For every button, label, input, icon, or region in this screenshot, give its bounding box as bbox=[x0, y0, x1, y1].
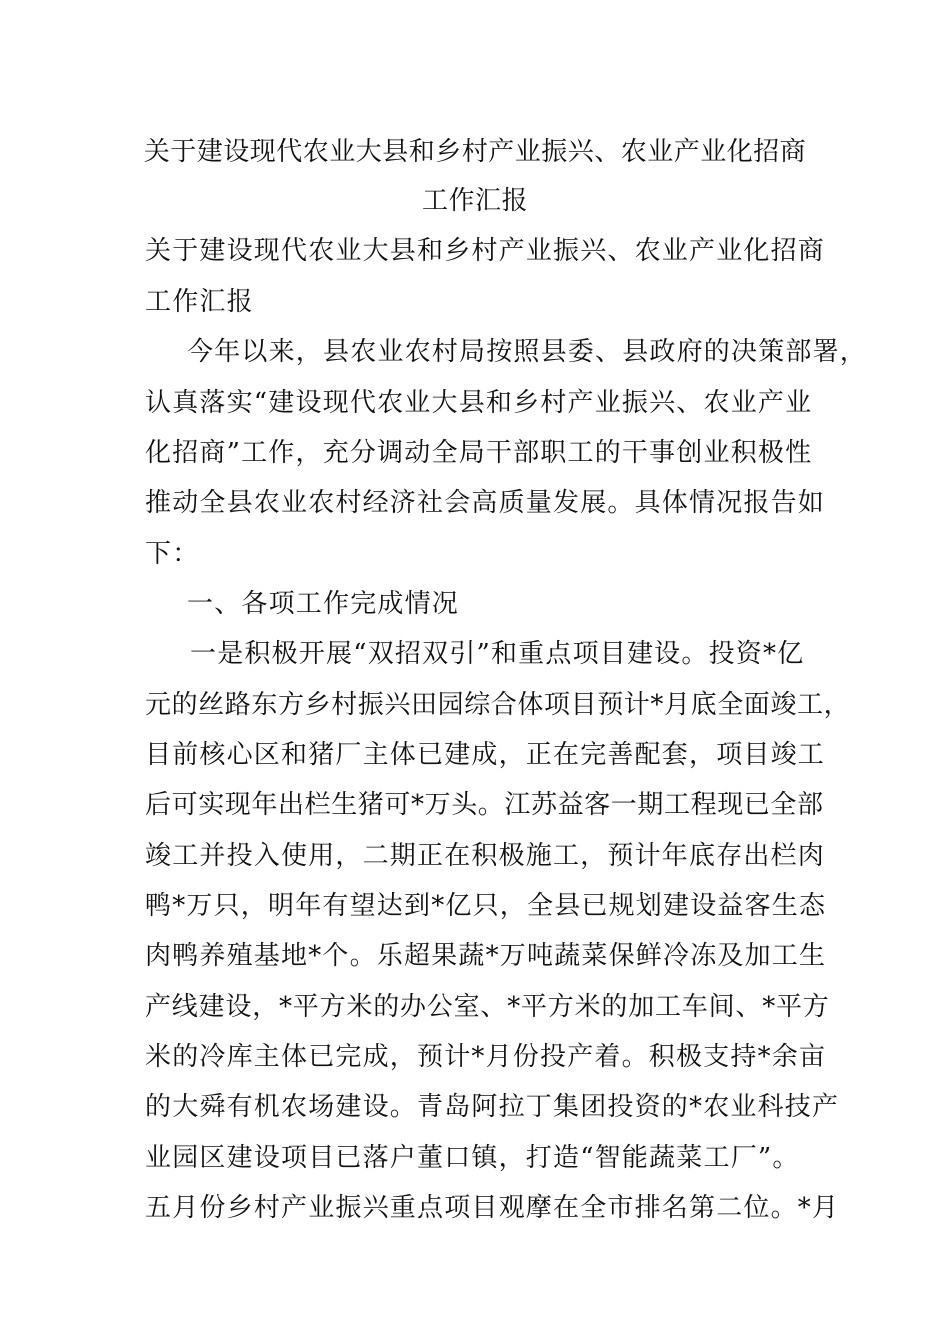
body-line: 产线建设，*平方米的办公室、*平方米的加工车间、*平方 bbox=[145, 992, 830, 1022]
section-heading: 一、各项工作完成情况 bbox=[187, 589, 460, 619]
body-line: 关于建设现代农业大县和乡村产业振兴、农业产业化招商 bbox=[145, 236, 826, 266]
body-line: 下： bbox=[145, 539, 200, 569]
body-line: 五月份乡村产业振兴重点项目观摩在全市排名第二位。*月 bbox=[145, 1193, 840, 1223]
body-line: 认真落实“建设现代农业大县和乡村产业振兴、农业产业 bbox=[145, 388, 813, 418]
body-line: 目前核心区和猪厂主体已建成，正在完善配套，项目竣工 bbox=[145, 740, 826, 770]
body-line: 后可实现年出栏生猪可*万头。江苏益客一期工程现已全部 bbox=[145, 790, 824, 820]
body-line: 竣工并投入使用，二期正在积极施工，预计年底存出栏肉 bbox=[145, 841, 826, 871]
body-line: 米的冷库主体已完成，预计*月份投产着。积极支持*余亩 bbox=[145, 1042, 827, 1072]
body-line: 工作汇报 bbox=[145, 287, 254, 317]
body-line: 业园区建设项目已落户董口镇，打造“智能蔬菜工厂”。 bbox=[145, 1143, 800, 1173]
body-line: 的大舜有机农场建设。青岛阿拉丁集团投资的*农业科技产 bbox=[145, 1092, 840, 1122]
document-title-line-1: 关于建设现代农业大县和乡村产业振兴、农业产业化招商 bbox=[143, 137, 807, 167]
body-line: 鸭*万只，明年有望达到*亿只，全县已规划建设益客生态 bbox=[145, 891, 827, 921]
body-line: 化招商”工作，充分调动全局干部职工的干事创业积极性 bbox=[145, 438, 813, 468]
body-line: 元的丝路东方乡村振兴田园综合体项目预计*月底全面竣工， bbox=[145, 690, 851, 720]
document-title-line-2: 工作汇报 bbox=[421, 186, 528, 216]
body-line: 今年以来，县农业农村局按照县委、县政府的决策部署， bbox=[187, 337, 868, 367]
body-line: 肉鸭养殖基地*个。乐超果蔬*万吨蔬菜保鲜冷冻及加工生 bbox=[145, 941, 827, 971]
body-line: 推动全县农业农村经济社会高质量发展。具体情况报告如 bbox=[145, 488, 826, 518]
body-line: 一是积极开展“双招双引”和重点项目建设。投资*亿 bbox=[190, 639, 805, 669]
